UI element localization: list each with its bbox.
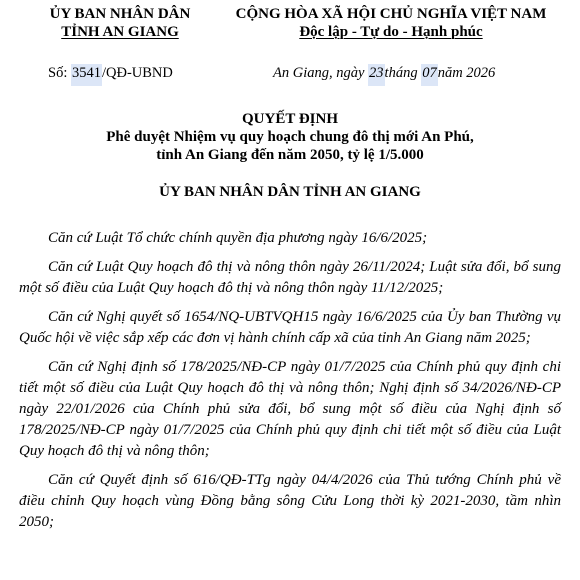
- legal-basis-section: [19, 228, 561, 541]
- document-number-value[interactable]: 3541: [71, 64, 102, 86]
- national-motto-line: [222, 23, 560, 41]
- national-motto-header: [222, 5, 560, 41]
- date-month-label: tháng: [384, 65, 422, 81]
- document-date: [273, 62, 495, 84]
- decision-authority: ỦY BAN NHÂN DÂN TỈNH AN GIANG: [159, 184, 421, 200]
- decision-subject-line1: Phê duyệt Nhiệm vụ quy hoạch chung đô thị mới An Phú,: [106, 129, 474, 145]
- date-day[interactable]: 23: [368, 64, 385, 86]
- legal-basis-paragraph: Căn cứ Luật Tổ chức chính quyền địa phương ngày 16/6/2025;: [48, 230, 428, 246]
- legal-basis-paragraph: Căn cứ Quyết định số 616/QĐ-TTg ngày 04/4/2026 của Thủ tướng Chính phủ về điều chỉnh Quy hoạch vùng Đồng bằng sông Cửu Long thời kỳ 2021-2030, tầm nhìn 2050;: [19, 472, 561, 530]
- date-month[interactable]: 07: [421, 64, 438, 86]
- decision-doc-type: QUYẾT ĐỊNH: [242, 111, 338, 127]
- date-place: An Giang, ngày: [273, 65, 369, 81]
- legal-basis-paragraph: Căn cứ Nghị định số 178/2025/NĐ-CP ngày 01/7/2025 của Chính phủ quy định chi tiết một số điều của Luật Quy hoạch đô thị và nông thôn; Nghị định số 34/2026/NĐ-CP ngày 22/01/2026 của Chính phủ sửa đổi, bổ sung một số điều của Nghị định số 178/2025/NĐ-CP ngày 01/7/2025 của Chính phủ quy định chi tiết một số điều của Luật Quy hoạch đô thị và nông thôn;: [19, 359, 561, 459]
- issuing-agency-line2: [20, 23, 220, 41]
- issuing-agency-header: [20, 5, 220, 41]
- national-name: CỘNG HÒA XÃ HỘI CHỦ NGHĨA VIỆT NAM: [235, 6, 547, 22]
- document-number-prefix: Số:: [48, 65, 71, 81]
- legal-basis-paragraph: Căn cứ Luật Quy hoạch đô thị và nông thôn ngày 26/11/2024; Luật sửa đổi, bổ sung một số điều của Luật Quy hoạch đô thị và nông thôn ngày 11/12/2025;: [19, 259, 561, 296]
- issuing-agency-province: TỈNH AN GIANG: [61, 24, 179, 40]
- national-motto: Độc lập - Tự do - Hạnh phúc: [299, 24, 483, 40]
- legal-basis-paragraph: Căn cứ Nghị quyết số 1654/NQ-UBTVQH15 ngày 16/6/2025 của Ủy ban Thường vụ Quốc hội về việc sắp xếp các đơn vị hành chính cấp xã của tỉnh An Giang năm 2025;: [19, 309, 561, 346]
- decision-title: [30, 110, 550, 164]
- issuing-agency-line1: ỦY BAN NHÂN DÂN: [49, 6, 191, 22]
- document-number: [48, 62, 173, 84]
- document-number-suffix: /QĐ-UBND: [101, 65, 173, 81]
- decision-subject-line2: tỉnh An Giang đến năm 2050, tỷ lệ 1/5.000: [156, 147, 424, 163]
- date-year: năm 2026: [437, 65, 496, 81]
